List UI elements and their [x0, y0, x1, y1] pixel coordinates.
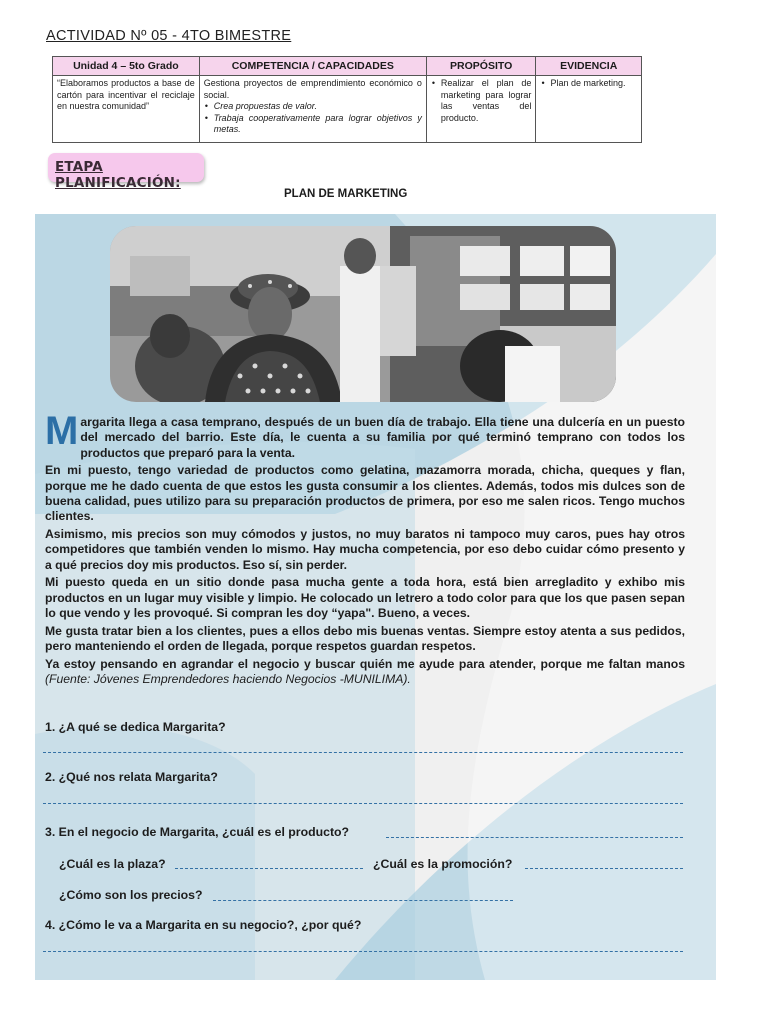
header-evidencia: EVIDENCIA — [536, 57, 642, 76]
story-paragraph-text: argarita llega a casa temprano, después de un buen día de trabajo. Ella tiene una dulcería en un puesto del mercado del barrio. Este día, le cuenta a su familia por qué terminó temprano con todos los productos que preparó para la venta. — [80, 415, 685, 460]
drop-cap-letter: M — [45, 409, 79, 453]
question-3-promocion: ¿Cuál es la promoción? — [373, 857, 513, 871]
story-text — [45, 409, 685, 690]
story-paragraph — [45, 657, 685, 688]
evidencia-item: • Plan de marketing. — [549, 78, 637, 90]
photo-illustration — [110, 226, 616, 402]
stage-badge-label: ETAPA PLANIFICACIÓN: — [55, 159, 181, 191]
worksheet-scan — [35, 214, 716, 980]
capacidades-list — [204, 101, 422, 136]
stage-badge — [48, 153, 204, 191]
question-4: 4. ¿Cómo le va a Margarita en su negocio?, ¿por qué? — [45, 918, 362, 932]
capacidad-item: • Crea propuestas de valor. — [213, 101, 422, 113]
story-paragraph: En mi puesto, tengo variedad de productos como gelatina, mazamorra morada, chicha, queques y flan, porque me he dado cuenta de que estos les gusta consumir a los clientes. Además, todos mis dulces son de buena calidad, pues utilizo para su preparación productos de primera, por eso me salen ricos. Tengo muchos clientes. — [45, 463, 685, 524]
story-paragraph-text: Ya estoy pensando en agrandar el negocio y buscar quién me ayude para atender, porque me faltan manos — [45, 656, 685, 671]
answer-line-3-promocion[interactable] — [525, 868, 683, 869]
question-1: 1. ¿A qué se dedica Margarita? — [45, 720, 226, 734]
competency-table — [52, 56, 642, 143]
cell-proposito — [426, 76, 536, 143]
answer-line-3-producto[interactable] — [386, 837, 683, 838]
answer-line-3-precios[interactable] — [213, 900, 513, 901]
question-3-plaza: ¿Cuál es la plaza? — [59, 857, 166, 871]
table-row — [53, 76, 642, 143]
header-competencia: COMPETENCIA / CAPACIDADES — [199, 57, 426, 76]
answer-line-3-plaza[interactable] — [175, 868, 363, 869]
question-2: 2. ¿Qué nos relata Margarita? — [45, 770, 218, 784]
cell-competencia — [199, 76, 426, 143]
story-paragraph: Asimismo, mis precios son muy cómodos y justos, no muy baratos ni tampoco muy caros, pues hay otros competidores que también venden lo mismo. Hay mucha competencia, por eso debo cuidar cómo presento y a qué precios doy mis productos. Eso sí, sin perder. — [45, 527, 685, 572]
answer-line-2[interactable] — [43, 803, 683, 804]
answer-line-4[interactable] — [43, 951, 683, 952]
story-source: (Fuente: Jóvenes Emprendedores haciendo Negocios -MUNILIMA). — [45, 672, 411, 687]
question-3: 3. En el negocio de Margarita, ¿cuál es el producto? — [45, 825, 350, 839]
cell-evidencia — [536, 76, 642, 143]
market-vendor-photo — [110, 226, 616, 402]
question-3-precios: ¿Cómo son los precios? — [59, 888, 203, 902]
evidencia-list — [540, 78, 637, 90]
capacidad-item: • Trabaja cooperativamente para lograr objetivos y metas. — [213, 113, 422, 136]
proposito-item: • Realizar el plan de marketing para lograr las ventas del producto. — [440, 78, 532, 124]
story-paragraph: Mi puesto queda en un sitio donde pasa mucha gente a toda hora, está bien arregladito y exhibo mis productos en un lugar muy visible y limpio. He colocado un letrero a todo color para que los que pasen sepan lo que vendo y les provoqué. Si compran les doy “yapa". Bueno, a veces. — [45, 575, 685, 621]
header-unidad: Unidad 4 – 5to Grado — [53, 57, 200, 76]
cell-unidad: “Elaboramos productos a base de cartón para incentivar el reciclaje en nuestra comunidad” — [53, 76, 200, 143]
competencia-text: Gestiona proyectos de emprendimiento económico o social. — [203, 78, 422, 100]
story-paragraph — [45, 409, 685, 461]
table-header-row — [53, 57, 642, 76]
plan-title: PLAN DE MARKETING — [284, 188, 408, 200]
proposito-list — [431, 78, 532, 124]
answer-line-1[interactable] — [43, 752, 683, 753]
story-paragraph: Me gusta tratar bien a los clientes, pues a ellos debo mis buenas ventas. Siempre estoy atenta a sus pedidos, pero manteniendo el orden de llegada, porque respetos guardan respetos. — [45, 623, 685, 654]
header-proposito: PROPÓSITO — [426, 57, 536, 76]
activity-title: ACTIVIDAD Nº 05 - 4TO BIMESTRE — [46, 28, 292, 44]
